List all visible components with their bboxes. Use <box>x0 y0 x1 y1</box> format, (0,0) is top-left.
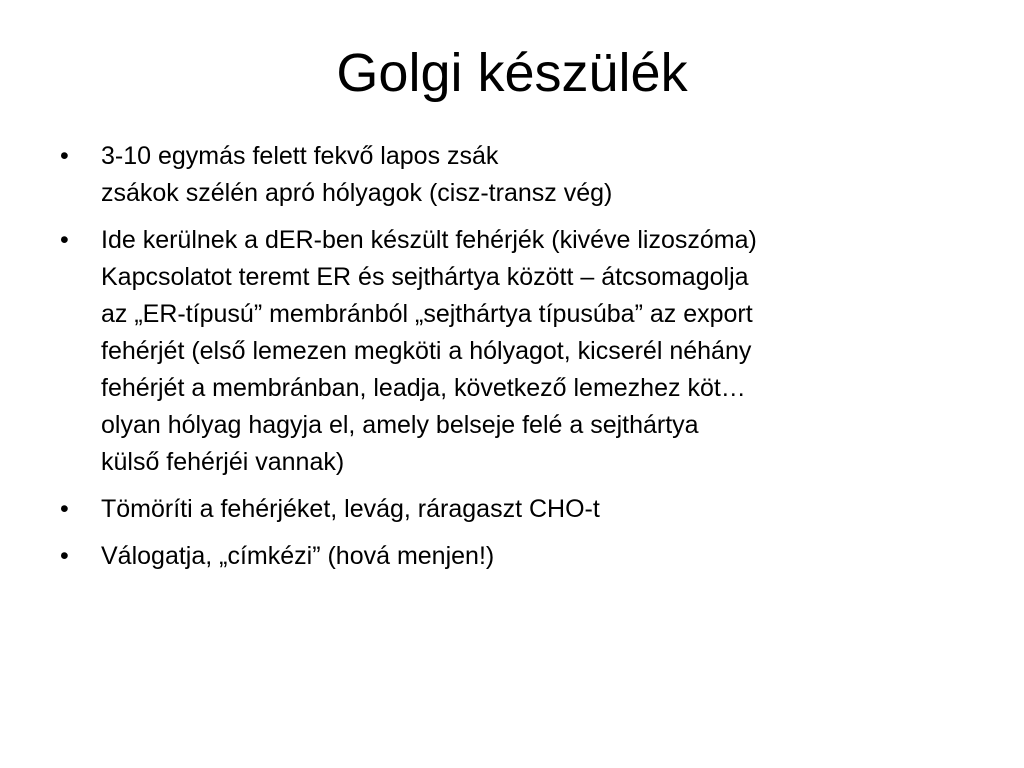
bullet-marker: • <box>60 226 69 254</box>
bullet-item <box>60 222 1010 481</box>
bullet-text-line: fehérjét (első lemezen megköti a hólyagot, kicserél néhány <box>101 337 752 365</box>
bullet-text-line: Kapcsolatot teremt ER és sejthártya között – átcsomagolja <box>101 263 749 291</box>
bullet-marker: • <box>60 142 69 170</box>
bullet-text-line: Ide kerülnek a dER-ben készült fehérjék (kivéve lizoszóma) <box>101 226 757 254</box>
bullet-item <box>60 138 1010 212</box>
bullet-text-line: fehérjét a membránban, leadja, következő lemezhez köt… <box>101 374 746 402</box>
bullet-text-line: olyan hólyag hagyja el, amely belseje felé a sejthártya <box>101 411 699 439</box>
bullet-marker: • <box>60 495 69 523</box>
slide-title: Golgi készülék <box>336 43 688 103</box>
bullet-item <box>60 538 1010 575</box>
bullet-text-line: Tömöríti a fehérjéket, levág, ráragaszt CHO-t <box>101 495 600 523</box>
bullet-list <box>60 138 1010 585</box>
bullet-text-line: Válogatja, „címkézi” (hová menjen!) <box>101 542 495 570</box>
bullet-text-line: az „ER-típusú” membránból „sejthártya típusúba” az export <box>101 300 753 328</box>
bullet-text-line: külső fehérjéi vannak) <box>101 448 345 476</box>
bullet-text-line: 3-10 egymás felett fekvő lapos zsák <box>101 142 499 170</box>
bullet-item <box>60 491 1010 528</box>
bullet-text-line: zsákok szélén apró hólyagok (cisz-transz vég) <box>101 179 613 207</box>
bullet-marker: • <box>60 542 69 570</box>
